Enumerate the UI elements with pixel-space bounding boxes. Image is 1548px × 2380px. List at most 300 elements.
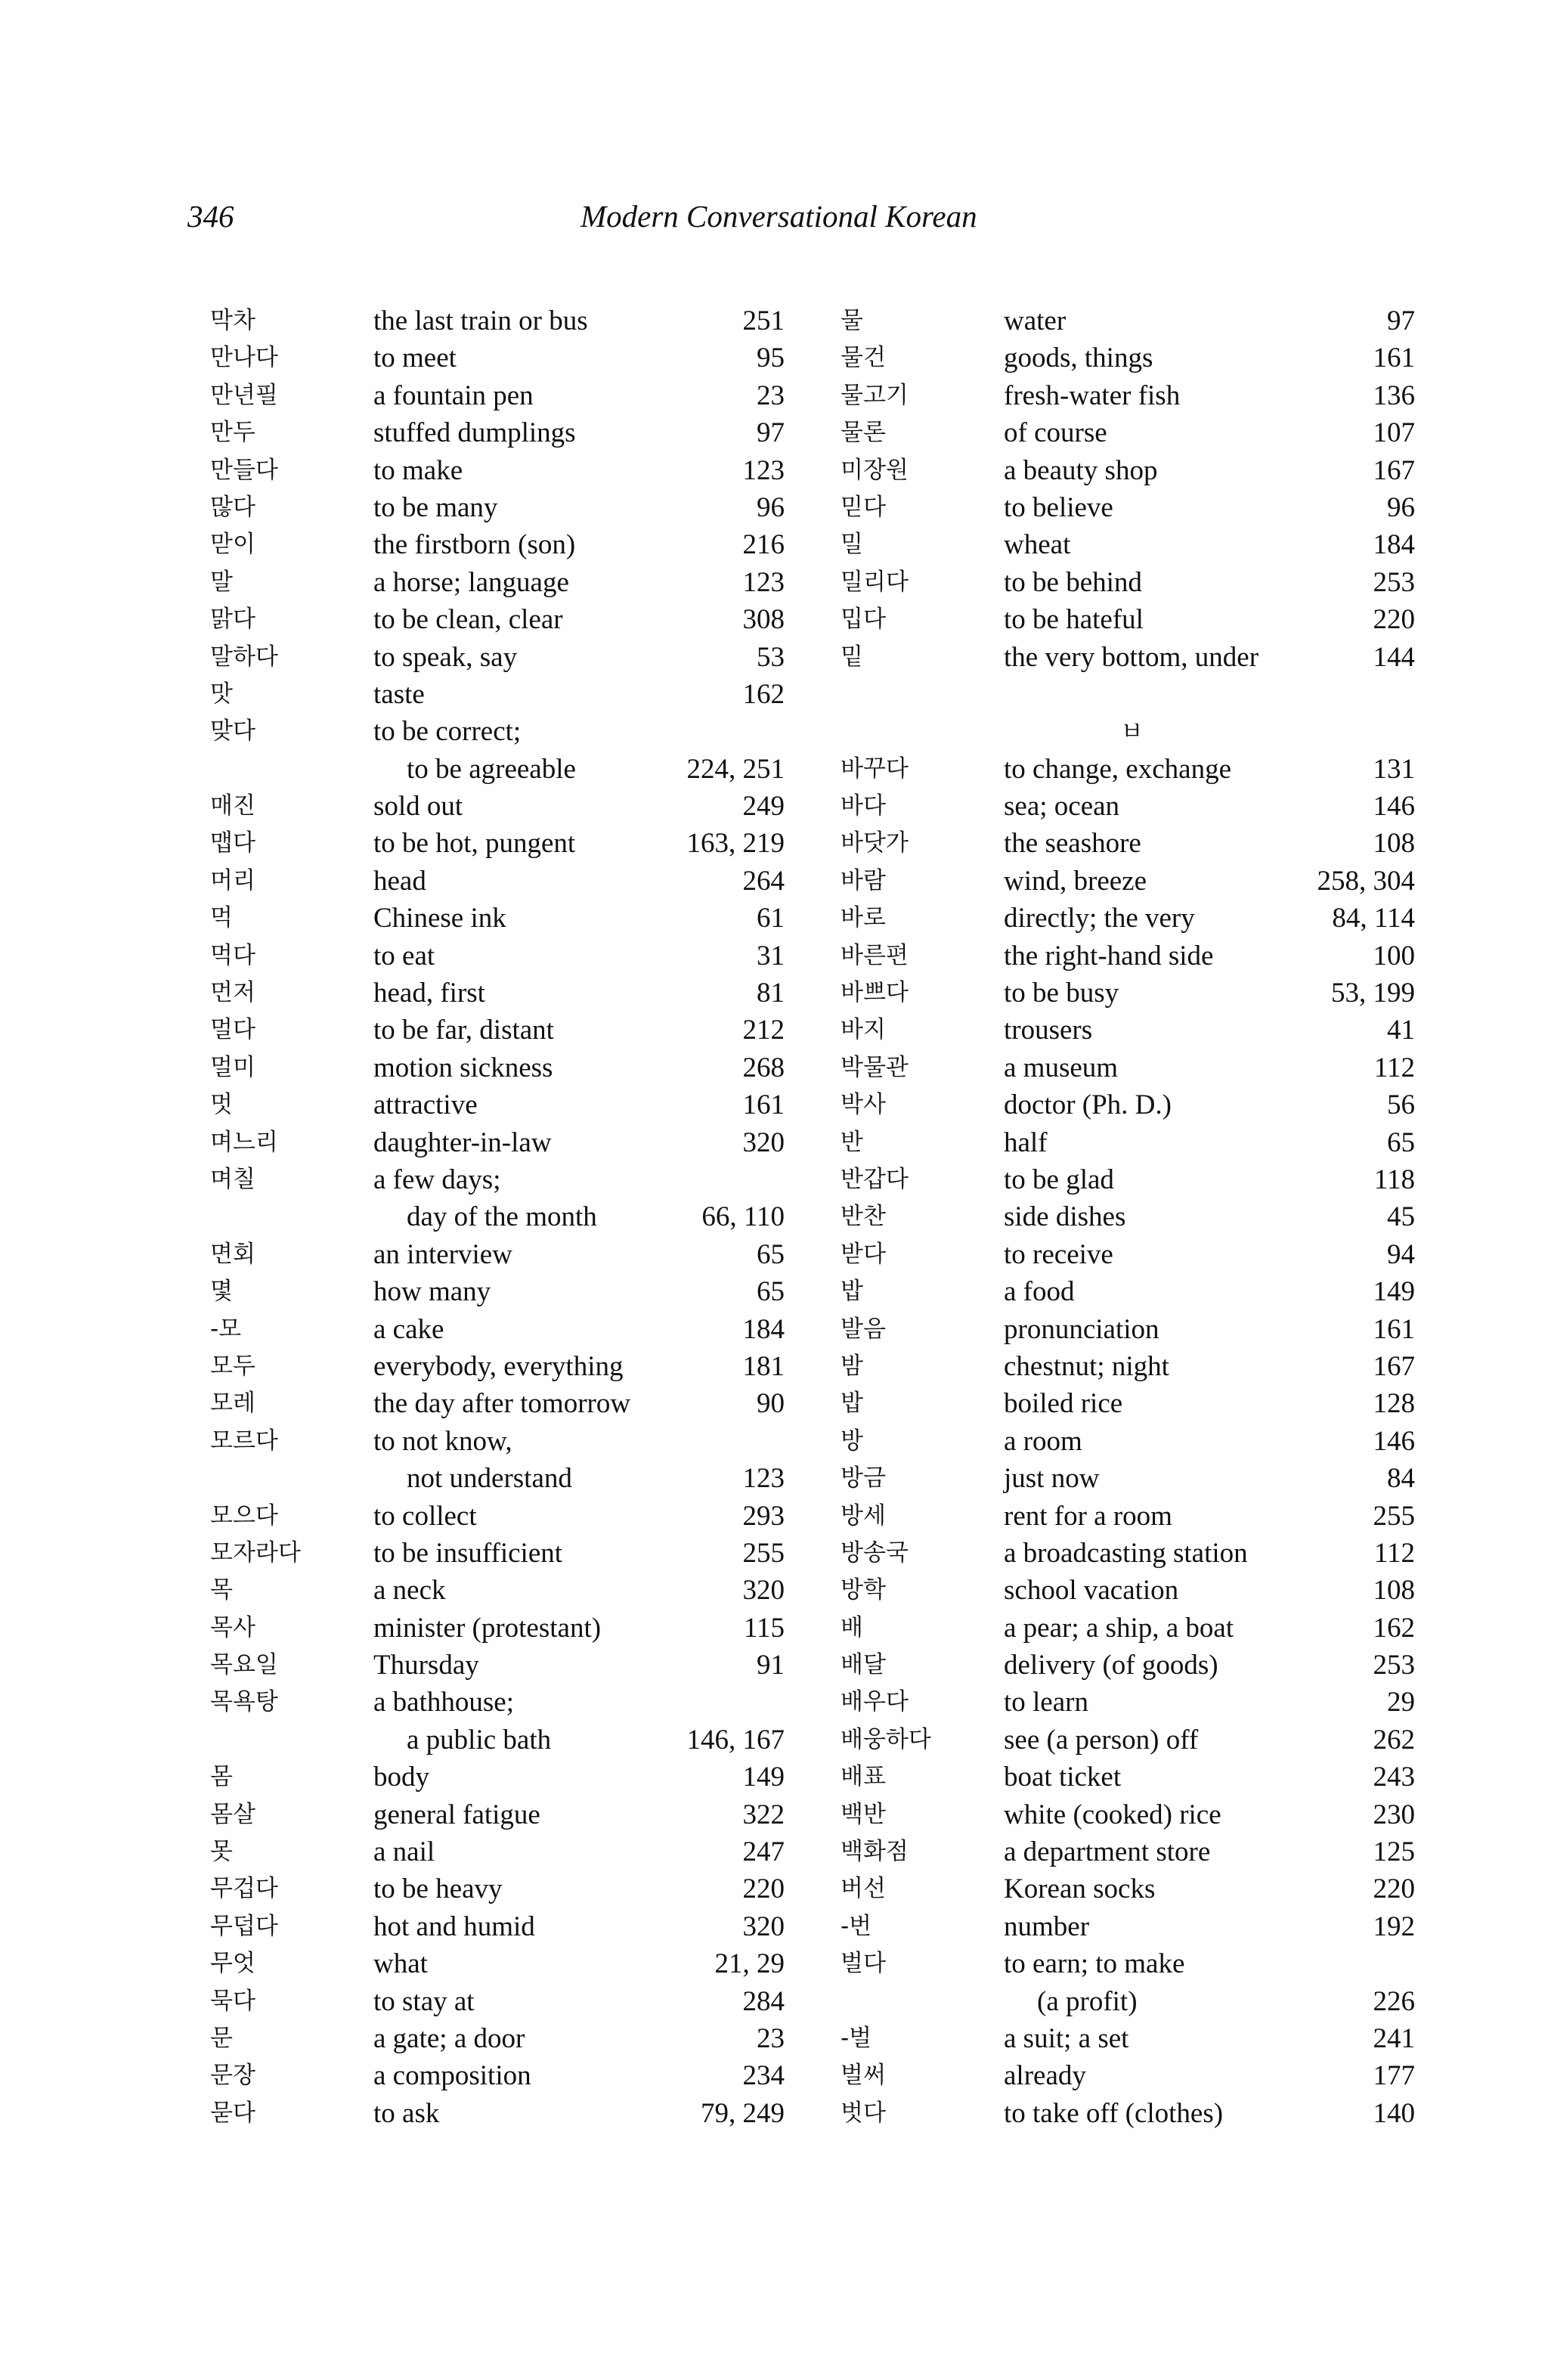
page-reference: 112 [1373, 1537, 1415, 1569]
korean-term: 밥 [841, 1278, 863, 1306]
english-gloss: the right-hand side [1004, 940, 1214, 972]
korean-term: 바지 [841, 1016, 886, 1044]
section-heading: ㅂ [1120, 717, 1144, 746]
page-reference: 149 [742, 1762, 785, 1793]
english-gloss: to learn [1004, 1687, 1088, 1718]
korean-term: 벗다 [841, 2099, 886, 2127]
korean-term: 먹다 [210, 941, 255, 969]
glossary-entry [841, 1759, 1415, 1796]
glossary-entry [210, 302, 785, 339]
korean-term: 며느리 [210, 1128, 278, 1156]
glossary-entry [210, 1086, 785, 1123]
korean-term: 방세 [841, 1501, 886, 1529]
english-gloss: motion sickness [373, 1052, 553, 1083]
korean-term: 바꾸다 [841, 755, 909, 782]
page-reference: 112 [1373, 1052, 1415, 1083]
glossary-entry [210, 414, 785, 451]
english-gloss: directly; the very [1004, 903, 1195, 934]
page-reference: 41 [1387, 1015, 1415, 1046]
korean-term: 밀리다 [841, 568, 909, 596]
glossary-entry [841, 452, 1415, 489]
english-gloss: to be agreeable [407, 753, 576, 785]
korean-term: 맑다 [210, 606, 255, 634]
english-gloss: a fountain pen [373, 380, 534, 411]
glossary-entry [210, 452, 785, 489]
page-reference: 131 [1373, 753, 1415, 785]
english-gloss: to meet [373, 342, 457, 374]
glossary-entry [841, 1049, 1415, 1086]
korean-term: 박물관 [841, 1053, 909, 1081]
korean-term: 모자라다 [210, 1539, 301, 1567]
english-gloss: to be far, distant [373, 1015, 554, 1046]
english-gloss: to be insufficient [373, 1537, 563, 1569]
glossary-entry [841, 788, 1415, 825]
glossary-entry [210, 975, 785, 1012]
english-gloss: an interview [373, 1238, 512, 1270]
korean-term: 맛 [210, 680, 233, 708]
english-gloss: what [373, 1948, 428, 1980]
page-reference: 91 [757, 1650, 785, 1681]
korean-term: 멀다 [210, 1016, 255, 1044]
page-reference: 96 [757, 491, 785, 523]
glossary-entry [841, 1945, 1415, 1982]
page-reference: 65 [757, 1276, 785, 1308]
page-reference: 84, 114 [1332, 903, 1415, 934]
glossary-entry [841, 1161, 1415, 1198]
glossary-entry [841, 1198, 1415, 1235]
glossary-entry [841, 564, 1415, 601]
korean-term: 밀 [841, 531, 863, 559]
page-reference: 81 [757, 978, 785, 1009]
glossary-entry [841, 1273, 1415, 1310]
korean-term: -번 [841, 1912, 872, 1940]
page-reference: 65 [1387, 1126, 1415, 1158]
english-gloss: a suit; a set [1004, 2022, 1129, 2054]
page-reference: 96 [1387, 491, 1415, 523]
korean-term: 모레 [210, 1390, 255, 1418]
page-reference: 100 [1373, 940, 1415, 972]
korean-term: 목욕탕 [210, 1688, 278, 1716]
page-reference: 108 [1373, 828, 1415, 860]
glossary-entry [841, 1870, 1415, 1907]
korean-term: 밤 [841, 1352, 863, 1380]
glossary-entry [210, 2095, 785, 2132]
glossary-entry [841, 2020, 1415, 2057]
english-gloss: to be glad [1004, 1164, 1114, 1195]
korean-term: 못 [210, 1838, 233, 1866]
page-reference: 184 [742, 1313, 785, 1345]
page-reference: 184 [1373, 529, 1415, 561]
korean-term: 며칠 [210, 1165, 255, 1193]
page-reference: 167 [1373, 1350, 1415, 1382]
korean-term: 바쁘다 [841, 979, 909, 1007]
english-gloss: to be hot, pungent [373, 828, 576, 860]
english-gloss: daughter-in-law [373, 1126, 552, 1158]
page-reference: 123 [742, 566, 785, 598]
page-reference: 268 [742, 1052, 785, 1083]
english-gloss: to ask [373, 2097, 440, 2129]
english-gloss: to make [373, 454, 463, 486]
english-gloss: the day after tomorrow [373, 1388, 631, 1420]
glossary-entry [210, 751, 785, 788]
korean-term: 만들다 [210, 456, 278, 484]
korean-term: -벌 [841, 2024, 872, 2052]
korean-term: 문 [210, 2024, 233, 2052]
english-gloss: Thursday [373, 1650, 479, 1681]
page-reference: 53, 199 [1331, 978, 1415, 1009]
korean-term: 무덥다 [210, 1912, 278, 1940]
page-reference: 284 [742, 1985, 785, 2017]
glossary-entry [210, 601, 785, 638]
glossary-entry [210, 825, 785, 862]
page-reference: 264 [742, 865, 785, 897]
korean-term: 반갑다 [841, 1165, 909, 1193]
english-gloss: Chinese ink [373, 903, 506, 934]
glossary-entry [841, 2095, 1415, 2132]
english-gloss: to collect [373, 1500, 477, 1532]
korean-term: 먼저 [210, 979, 255, 1007]
english-gloss: to be hateful [1004, 604, 1144, 636]
glossary-column-left [210, 302, 785, 2132]
english-gloss: side dishes [1004, 1201, 1126, 1233]
glossary-entry [841, 1012, 1415, 1049]
korean-term: 묻다 [210, 2099, 255, 2127]
korean-term: 말 [210, 568, 233, 596]
korean-term: 많다 [210, 493, 255, 521]
glossary-entry [210, 526, 785, 563]
english-gloss: fresh-water fish [1004, 380, 1181, 411]
page-reference: 66, 110 [701, 1201, 785, 1233]
page-reference: 61 [757, 903, 785, 934]
page-reference: 23 [757, 2022, 785, 2054]
page-number: 346 [187, 199, 234, 234]
glossary-entry [210, 1983, 785, 2020]
korean-term: 몸살 [210, 1800, 255, 1828]
english-gloss: a composition [373, 2060, 531, 2092]
korean-term: 배웅하다 [841, 1725, 931, 1753]
glossary-entry [841, 1498, 1415, 1535]
page-reference: 125 [1373, 1836, 1415, 1868]
korean-term: 몸 [210, 1763, 233, 1791]
glossary-entry [210, 1535, 785, 1572]
page-reference: 97 [757, 417, 785, 449]
page-reference: 224, 251 [686, 753, 785, 785]
page-reference: 163, 219 [686, 828, 785, 860]
english-gloss: wheat [1004, 529, 1071, 561]
korean-term: 무겁다 [210, 1875, 278, 1903]
glossary-entry [841, 1610, 1415, 1647]
glossary-entry [210, 1348, 785, 1385]
page-reference: 243 [1373, 1762, 1415, 1793]
english-gloss: hot and humid [373, 1911, 535, 1942]
korean-term: 모으다 [210, 1501, 278, 1529]
glossary-entry [210, 489, 785, 526]
english-gloss: to be correct; [373, 716, 522, 748]
glossary-entry [841, 1124, 1415, 1161]
page-reference: 140 [1373, 2097, 1415, 2129]
english-gloss: to speak, say [373, 641, 518, 673]
korean-term: 백반 [841, 1800, 886, 1828]
glossary-entry [210, 1759, 785, 1796]
korean-term: 배표 [841, 1763, 886, 1791]
glossary-entry [210, 1870, 785, 1907]
glossary-entry [841, 339, 1415, 377]
glossary-entry [210, 900, 785, 937]
glossary-entry [210, 1311, 785, 1348]
page-reference: 21, 29 [714, 1948, 785, 1980]
glossary-entry [210, 1908, 785, 1945]
english-gloss: to be heavy [373, 1873, 503, 1905]
glossary-entry [841, 601, 1415, 638]
english-gloss: chestnut; night [1004, 1350, 1169, 1382]
page-reference: 308 [742, 604, 785, 636]
english-gloss: a food [1004, 1276, 1075, 1308]
page-reference: 255 [742, 1537, 785, 1569]
korean-term: 벌써 [841, 2062, 886, 2090]
korean-term: 박사 [841, 1091, 886, 1119]
page-reference: 53 [757, 641, 785, 673]
glossary-entry [210, 1124, 785, 1161]
english-gloss: doctor (Ph. D.) [1004, 1089, 1172, 1121]
page-reference: 192 [1373, 1911, 1415, 1942]
glossary-entry [210, 1460, 785, 1497]
korean-term: 물건 [841, 344, 886, 372]
korean-term: 만년필 [210, 381, 278, 409]
glossary-entry [210, 2020, 785, 2057]
english-gloss: a museum [1004, 1052, 1119, 1083]
page-reference: 118 [1373, 1164, 1415, 1195]
korean-term: 면회 [210, 1240, 255, 1268]
korean-term: 벌다 [841, 1950, 886, 1978]
korean-term: 반찬 [841, 1203, 886, 1231]
glossary-entry [841, 1311, 1415, 1348]
english-gloss: not understand [407, 1463, 572, 1495]
english-gloss: to not know, [373, 1425, 512, 1457]
korean-term: 받다 [841, 1240, 886, 1268]
page-reference: 220 [1373, 1873, 1415, 1905]
page-reference: 161 [742, 1089, 785, 1121]
page-reference: 79, 249 [701, 2097, 785, 2129]
glossary-entry [210, 713, 785, 750]
glossary-entry [210, 1945, 785, 1982]
glossary-entry [841, 1796, 1415, 1833]
page-reference: 45 [1387, 1201, 1415, 1233]
glossary-entry [210, 1498, 785, 1535]
glossary-column-right [841, 302, 1415, 2132]
page-reference: 293 [742, 1500, 785, 1532]
page-reference: 167 [1373, 454, 1415, 486]
english-gloss: see (a person) off [1004, 1724, 1199, 1756]
english-gloss: to stay at [373, 1985, 475, 2017]
glossary-entry [841, 526, 1415, 563]
english-gloss: a public bath [407, 1724, 552, 1756]
page-reference: 149 [1373, 1276, 1415, 1308]
korean-term: 믿다 [841, 493, 886, 521]
english-gloss: sold out [373, 791, 463, 823]
page-reference: 220 [1373, 604, 1415, 636]
page-reference: 234 [742, 2060, 785, 2092]
page-reference: 90 [757, 1388, 785, 1420]
english-gloss: to believe [1004, 491, 1113, 523]
korean-term: -모 [210, 1315, 242, 1343]
korean-term: 말하다 [210, 643, 278, 671]
page-reference: 220 [742, 1873, 785, 1905]
korean-term: 멀미 [210, 1053, 255, 1081]
korean-term: 밥 [841, 1390, 863, 1418]
page-reference: 84 [1387, 1463, 1415, 1495]
glossary-entry [210, 639, 785, 676]
english-gloss: white (cooked) rice [1004, 1799, 1221, 1830]
english-gloss: to be busy [1004, 978, 1119, 1009]
korean-term: 바다 [841, 792, 886, 820]
page-reference: 181 [742, 1350, 785, 1382]
korean-term: 반 [841, 1128, 863, 1156]
english-gloss: head, first [373, 978, 485, 1009]
glossary-entry [841, 639, 1415, 676]
english-gloss: general fatigue [373, 1799, 540, 1830]
english-gloss: delivery (of goods) [1004, 1650, 1218, 1681]
english-gloss: to receive [1004, 1238, 1113, 1270]
english-gloss: to take off (clothes) [1004, 2097, 1224, 2129]
korean-term: 몇 [210, 1278, 233, 1306]
korean-term: 막차 [210, 307, 255, 334]
glossary-entry [210, 1236, 785, 1273]
page-reference: 29 [1387, 1687, 1415, 1718]
english-gloss: just now [1004, 1463, 1100, 1495]
page-reference: 226 [1373, 1985, 1415, 2017]
english-gloss: everybody, everything [373, 1350, 624, 1382]
english-gloss: to eat [373, 940, 435, 972]
english-gloss: a horse; language [373, 566, 569, 598]
korean-term: 무엇 [210, 1950, 255, 1978]
glossary-entry [210, 1198, 785, 1235]
korean-term: 모두 [210, 1352, 255, 1380]
english-gloss: trousers [1004, 1015, 1093, 1046]
korean-term: 방 [841, 1427, 863, 1455]
glossary-entry [210, 1647, 785, 1684]
korean-term: 백화점 [841, 1838, 909, 1866]
glossary-entry [210, 1385, 785, 1422]
korean-term: 목요일 [210, 1651, 278, 1679]
page-reference: 161 [1373, 1313, 1415, 1345]
english-gloss: to be clean, clear [373, 604, 563, 636]
korean-term: 방금 [841, 1464, 886, 1492]
korean-term: 맵다 [210, 829, 255, 857]
glossary-entry [841, 900, 1415, 937]
glossary-entry [210, 1049, 785, 1086]
page-reference: 162 [1373, 1612, 1415, 1644]
glossary-entry [841, 937, 1415, 975]
english-gloss: to be behind [1004, 566, 1142, 598]
glossary-entry [841, 1647, 1415, 1684]
english-gloss: head [373, 865, 426, 897]
english-gloss: to change, exchange [1004, 753, 1231, 785]
english-gloss: number [1004, 1911, 1090, 1942]
korean-term: 밑 [841, 643, 863, 671]
page-reference: 255 [1373, 1500, 1415, 1532]
glossary-entry [210, 1273, 785, 1310]
english-gloss: pronunciation [1004, 1313, 1159, 1345]
english-gloss: a gate; a door [373, 2022, 525, 2054]
glossary-entry [210, 1610, 785, 1647]
glossary-entry [841, 1086, 1415, 1123]
korean-term: 방학 [841, 1576, 886, 1604]
english-gloss: the last train or bus [373, 305, 588, 336]
english-gloss: wind, breeze [1004, 865, 1147, 897]
korean-term: 맏이 [210, 531, 255, 559]
english-gloss: how many [373, 1276, 491, 1308]
english-gloss: a pear; a ship, a boat [1004, 1612, 1234, 1644]
english-gloss: the very bottom, under [1004, 641, 1259, 673]
glossary-entry [841, 1236, 1415, 1273]
english-gloss: a room [1004, 1425, 1082, 1457]
glossary-entry [841, 1423, 1415, 1460]
glossary-entry [210, 1833, 785, 1870]
korean-term: 바른편 [841, 941, 909, 969]
glossary-entry [210, 1721, 785, 1759]
glossary-entry [210, 2057, 785, 2094]
glossary-entry [841, 1833, 1415, 1870]
page-reference: 107 [1373, 417, 1415, 449]
page-reference: 249 [742, 791, 785, 823]
page-reference: 97 [1387, 305, 1415, 336]
korean-term: 만두 [210, 419, 255, 447]
page-reference: 322 [742, 1799, 785, 1830]
page-reference: 146, 167 [686, 1724, 785, 1756]
page-reference: 241 [1373, 2022, 1415, 2054]
glossary-entry [210, 863, 785, 900]
korean-term: 목 [210, 1576, 233, 1604]
english-gloss: a neck [373, 1575, 446, 1607]
korean-term: 물론 [841, 419, 886, 447]
english-gloss: (a profit) [1037, 1985, 1138, 2017]
page-reference: 161 [1373, 342, 1415, 374]
english-gloss: a few days; [373, 1164, 501, 1195]
glossary-entry [841, 1460, 1415, 1497]
english-gloss: the firstborn (son) [373, 529, 576, 561]
korean-term: 방송국 [841, 1539, 909, 1567]
english-gloss: already [1004, 2060, 1086, 2092]
korean-term: 배달 [841, 1651, 886, 1679]
running-title: Modern Conversational Korean [580, 199, 977, 234]
page-reference: 146 [1373, 1425, 1415, 1457]
page-reference: 230 [1373, 1799, 1415, 1830]
english-gloss: goods, things [1004, 342, 1153, 374]
english-gloss: school vacation [1004, 1575, 1179, 1607]
english-gloss: boiled rice [1004, 1388, 1123, 1420]
korean-term: 배 [841, 1613, 863, 1641]
page-reference: 258, 304 [1317, 865, 1415, 897]
glossary-entry [210, 1012, 785, 1049]
page-reference: 95 [757, 342, 785, 374]
english-gloss: attractive [373, 1089, 478, 1121]
english-gloss: water [1004, 305, 1067, 336]
english-gloss: a cake [373, 1313, 444, 1345]
korean-term: 밉다 [841, 606, 886, 634]
korean-term: 바로 [841, 904, 886, 932]
page-reference: 146 [1373, 791, 1415, 823]
glossary-entry [841, 863, 1415, 900]
korean-term: 미장원 [841, 456, 909, 484]
korean-term: 바닷가 [841, 829, 909, 857]
english-gloss: a bathhouse; [373, 1687, 514, 1718]
page-reference: 247 [742, 1836, 785, 1868]
page-reference: 251 [742, 305, 785, 336]
page-reference: 115 [743, 1612, 785, 1644]
page-reference: 65 [757, 1238, 785, 1270]
page-reference: 56 [1387, 1089, 1415, 1121]
page-reference: 162 [742, 678, 785, 710]
